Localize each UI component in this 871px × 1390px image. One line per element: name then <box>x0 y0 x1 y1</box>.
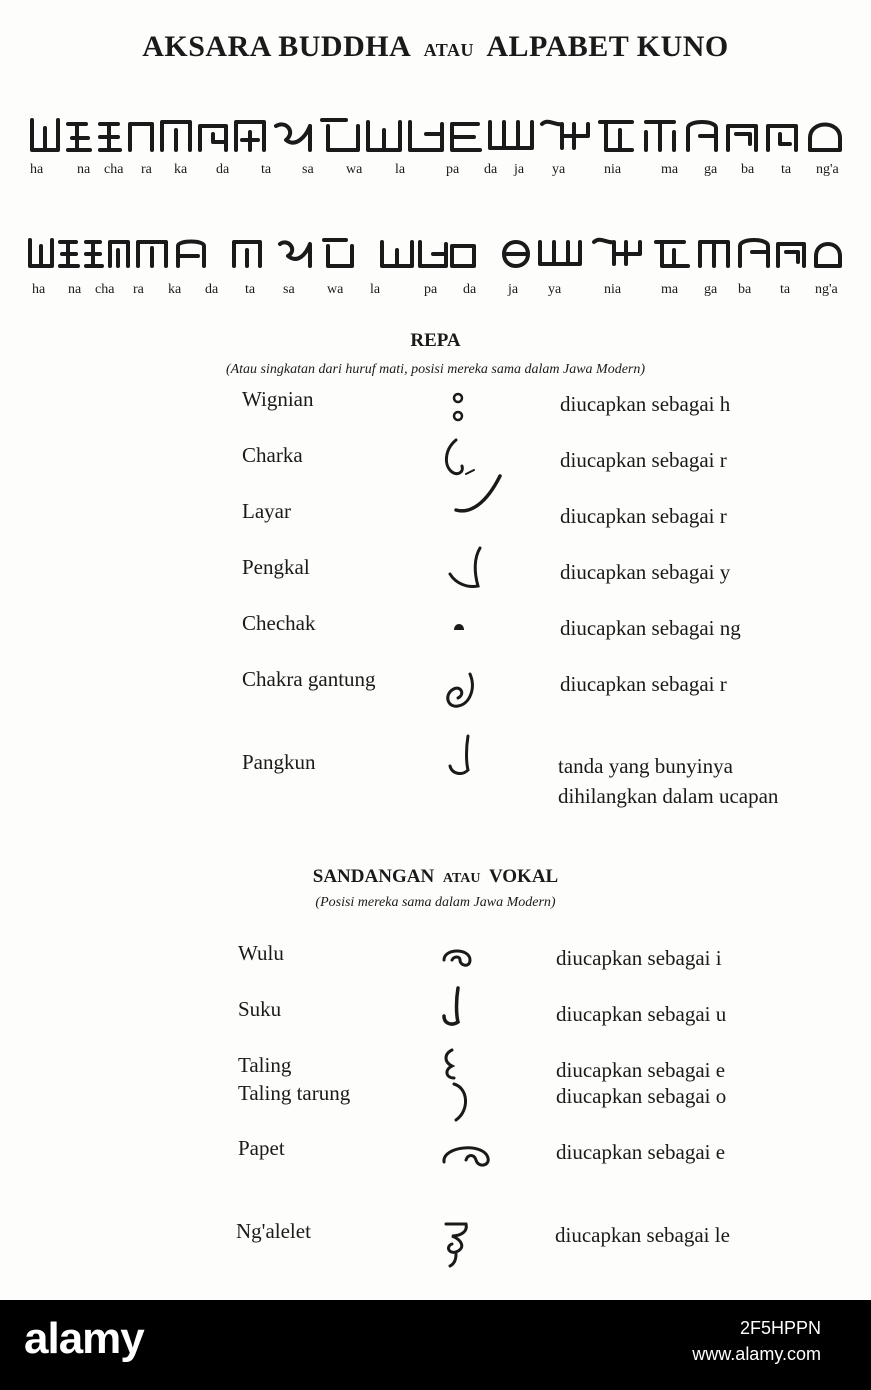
roman-label: ta <box>780 282 791 297</box>
glyph-cha <box>100 124 120 150</box>
sandangan-desc-taling: diucapkan sebagai e <box>556 1058 726 1082</box>
glyph-ya <box>542 122 588 148</box>
pengkal-mark-icon <box>444 544 494 594</box>
glyph-ta2 <box>778 244 804 266</box>
roman-label: ja <box>508 282 519 297</box>
roman-label: na <box>77 162 91 177</box>
roman-label: ja <box>514 162 525 177</box>
roman-label: ga <box>704 282 718 297</box>
roman-label: ra <box>133 282 144 297</box>
roman-label: da <box>205 282 219 297</box>
roman-label: ma <box>661 282 679 297</box>
repa-desc-pangkun: tanda yang bunyinya <box>558 754 733 778</box>
repa-desc-charka: diucapkan sebagai r <box>560 448 727 472</box>
sandangan-term-taling: Taling <box>238 1053 292 1077</box>
roman-label: ha <box>32 282 46 297</box>
roman-label: ba <box>741 162 755 177</box>
title-connector: ATAU <box>423 40 474 60</box>
roman-label: ka <box>174 162 188 177</box>
roman-label: da <box>463 282 477 297</box>
sandangan-desc-ngalelet: diucapkan sebagai le <box>555 1223 730 1247</box>
repa-desc-pengkal: diucapkan sebagai y <box>560 560 731 584</box>
repa-term-chakra-gantung: Chakra gantung <box>242 667 376 691</box>
glyph-na <box>60 242 78 266</box>
glyph-pa <box>410 122 442 150</box>
glyph-wa <box>324 240 352 266</box>
romanization-row-1 <box>0 162 871 182</box>
roman-label: na <box>68 282 82 297</box>
alamy-logo: alamy <box>24 1314 144 1363</box>
script-row-1 <box>28 110 848 158</box>
sandangan-term-taling-tarung: Taling tarung <box>238 1081 351 1105</box>
glyph-ta <box>234 242 260 266</box>
roman-label: ta <box>781 162 792 177</box>
roman-label: ya <box>552 162 566 177</box>
repa-term-layar: Layar <box>242 499 291 523</box>
image-id: 2F5HPPN <box>739 1318 821 1338</box>
glyph-nga <box>810 125 840 151</box>
repa-desc-pangkun-line2: dihilangkan dalam ucapan <box>558 784 779 808</box>
glyph-ka <box>162 122 190 150</box>
repa-term-pangkun: Pangkun <box>242 750 316 774</box>
glyph-ga <box>688 122 716 150</box>
ngalelet-mark-icon <box>440 1218 474 1270</box>
glyph-ra <box>110 242 128 266</box>
roman-label: la <box>395 162 406 177</box>
glyph-ma <box>656 242 688 266</box>
roman-label: sa <box>302 162 314 177</box>
sandangan-term-papet: Papet <box>238 1136 285 1160</box>
site-url: www.alamy.com <box>692 1344 821 1364</box>
sandangan-heading-left: SANDANGAN <box>312 866 435 887</box>
roman-label: ra <box>141 162 152 177</box>
glyph-ba <box>740 240 768 266</box>
suku-mark-icon <box>440 984 470 1030</box>
glyph-ma <box>646 122 674 150</box>
glyph-wa <box>322 120 358 150</box>
glyph-pa <box>420 242 446 266</box>
title-right: ALPABET KUNO <box>486 30 729 63</box>
glyph-da2 <box>452 124 480 150</box>
roman-label: ng'a <box>816 162 839 177</box>
taling-tarung-mark-icon <box>440 1044 476 1128</box>
roman-label: da <box>484 162 498 177</box>
pangkun-mark-icon <box>444 732 484 780</box>
repa-desc-layar: diucapkan sebagai r <box>560 504 727 528</box>
buddha-script-glyphs-1 <box>28 110 848 158</box>
repa-term-wignian: Wignian <box>242 387 314 411</box>
sandangan-heading-connector: ATAU <box>442 871 481 886</box>
glyph-nia <box>594 240 640 264</box>
wulu-mark-icon <box>440 942 476 970</box>
roman-label: cha <box>104 162 124 177</box>
glyph-na <box>68 124 90 150</box>
glyph-ka <box>138 242 166 266</box>
repa-term-pengkal: Pengkal <box>242 555 310 579</box>
repa-term-chechak: Chechak <box>242 611 316 635</box>
repa-term-charka: Charka <box>242 443 303 467</box>
repa-desc-chakra-gantung: diucapkan sebagai r <box>560 672 727 696</box>
glyph-ra <box>130 124 152 150</box>
roman-label: ka <box>168 282 182 297</box>
roman-label: ya <box>548 282 562 297</box>
romanization-row-2 <box>0 282 871 302</box>
glyph-ha <box>32 120 58 150</box>
papet-mark-icon <box>438 1140 494 1168</box>
repa-desc-chechak: diucapkan sebagai ng <box>560 616 741 640</box>
sandangan-term-suku: Suku <box>238 997 282 1021</box>
glyph-sa <box>276 124 310 150</box>
roman-label: ha <box>30 162 44 177</box>
glyph-ja <box>504 242 528 266</box>
roman-label: ma <box>661 162 679 177</box>
script-row-2 <box>28 232 848 272</box>
roman-label: da <box>216 162 230 177</box>
glyph-cha <box>86 242 102 266</box>
wignian-mark-icon <box>446 390 470 430</box>
layar-mark-icon <box>450 470 510 520</box>
roman-label: pa <box>424 282 438 297</box>
roman-label: ng'a <box>815 282 838 297</box>
glyph-ga <box>700 242 728 266</box>
sandangan-heading-right: VOKAL <box>488 866 559 887</box>
glyph-da2 <box>452 246 474 266</box>
roman-label: sa <box>283 282 295 297</box>
roman-label: nia <box>604 162 622 177</box>
sandangan-desc-papet: diucapkan sebagai e <box>556 1140 726 1164</box>
glyph-la <box>368 122 400 150</box>
roman-label: ga <box>704 162 718 177</box>
roman-label: ta <box>261 162 272 177</box>
roman-label: pa <box>446 162 460 177</box>
sandangan-term-wulu: Wulu <box>238 941 284 965</box>
title-left: AKSARA BUDDHA <box>142 30 410 63</box>
roman-label: wa <box>346 162 363 177</box>
roman-label: wa <box>327 282 344 297</box>
repa-desc-wignian: diucapkan sebagai h <box>560 392 731 416</box>
glyph-nia <box>600 122 632 150</box>
glyph-ha <box>30 240 52 266</box>
buddha-script-glyphs-2 <box>28 232 848 272</box>
glyph-nga <box>816 244 840 266</box>
sandangan-desc-wulu: diucapkan sebagai i <box>556 946 722 970</box>
glyph-da <box>178 242 204 267</box>
sandangan-desc-taling-tarung: diucapkan sebagai o <box>556 1084 727 1108</box>
page-title <box>0 30 871 64</box>
glyph-ta <box>236 122 264 150</box>
roman-label: cha <box>95 282 115 297</box>
chechak-mark-icon <box>452 620 466 632</box>
chakra-gantung-mark-icon <box>440 668 480 712</box>
glyph-ta2 <box>768 126 796 150</box>
glyph-ya <box>540 242 580 264</box>
glyph-ja <box>490 122 532 148</box>
glyph-sa <box>280 242 310 266</box>
repa-subtitle: (Atau singkatan dari huruf mati, posisi mereka sama dalam Jawa Modern) <box>225 362 646 377</box>
glyph-la <box>382 242 412 266</box>
roman-label: ba <box>738 282 752 297</box>
roman-label: nia <box>604 282 622 297</box>
sandangan-subtitle: (Posisi mereka sama dalam Jawa Modern) <box>315 895 556 910</box>
sandangan-term-ngalelet: Ng'alelet <box>236 1219 311 1243</box>
roman-label: ta <box>245 282 256 297</box>
glyph-ba <box>728 126 756 150</box>
roman-label: la <box>370 282 381 297</box>
stock-photo-footer <box>0 1300 871 1390</box>
glyph-da <box>200 126 226 150</box>
sandangan-desc-suku: diucapkan sebagai u <box>556 1002 727 1026</box>
repa-heading: REPA <box>410 330 461 351</box>
sandangan-heading <box>0 866 871 888</box>
